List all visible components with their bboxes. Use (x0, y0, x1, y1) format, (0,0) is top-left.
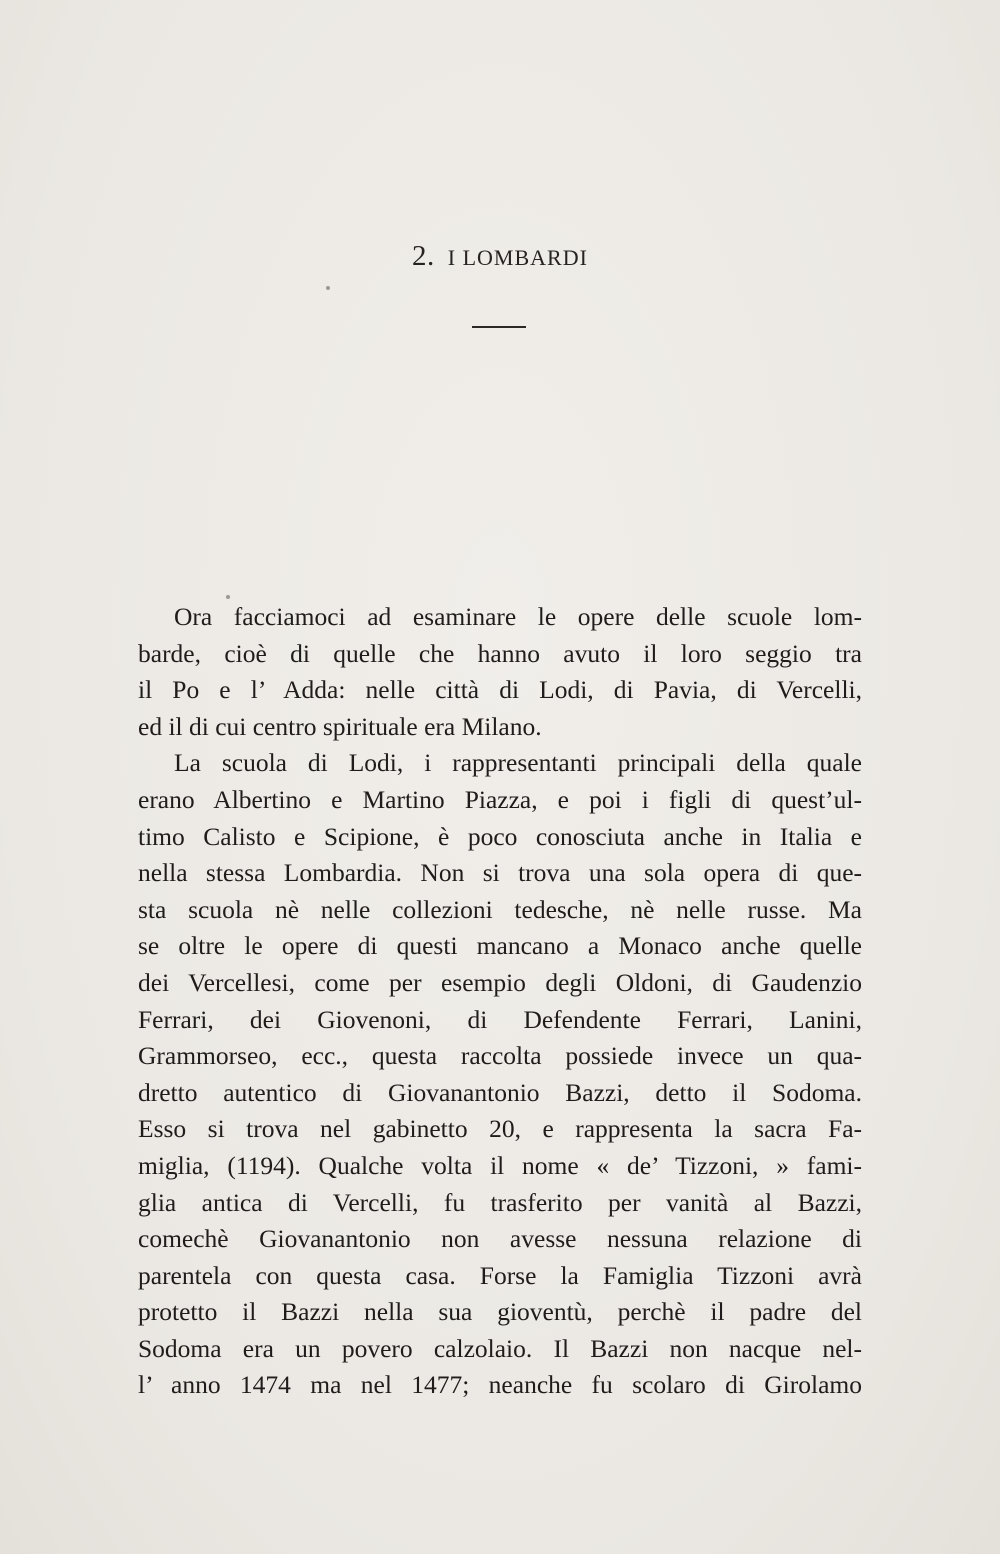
text-line: comechè Giovanantonio non avesse nessuna relazione di (138, 1224, 862, 1254)
paragraph-1 (138, 599, 862, 745)
text-line: dei Vercellesi, come per esempio degli Oldoni, di Gaudenzio (138, 967, 862, 997)
text-line: erano Albertino e Martino Piazza, e poi i figli di quest’ul- (138, 784, 862, 814)
text-line: Sodoma era un povero calzolaio. Il Bazzi non nacque nel- (138, 1333, 862, 1363)
chapter-number: 2. (412, 240, 435, 272)
text-line: ed il di cui centro spirituale era Milano. (138, 711, 542, 741)
chapter-heading (0, 240, 1000, 273)
text-line: Ferrari, dei Giovenoni, di Defendente Ferrari, Lanini, (138, 1004, 862, 1034)
text-line: il Po e l’ Adda: nelle città di Lodi, di Pavia, di Vercelli, (138, 675, 862, 705)
text-line: nella stessa Lombardia. Non si trova una sola opera di que- (138, 858, 862, 888)
text-line: barde, cioè di quelle che hanno avuto il loro seggio tra (138, 638, 862, 668)
chapter-title: I LOMBARDI (447, 245, 588, 270)
text-line: timo Calisto e Scipione, è poco conosciuta anche in Italia e (138, 821, 862, 851)
text-line: l’ anno 1474 ma nel 1477; neanche fu scolaro di Girolamo (138, 1370, 862, 1400)
text-line: Ora facciamoci ad esaminare le opere delle scuole lom- (174, 602, 862, 631)
print-speck (326, 286, 330, 290)
heading-rule (472, 326, 526, 328)
text-line: dretto autentico di Giovanantonio Bazzi, detto il Sodoma. (138, 1077, 862, 1107)
text-line: glia antica di Vercelli, fu trasferito per vanità al Bazzi, (138, 1187, 862, 1217)
text-line: se oltre le opere di questi mancano a Monaco anche quelle (138, 931, 862, 961)
text-line: parentela con questa casa. Forse la Famiglia Tizzoni avrà (138, 1260, 862, 1290)
text-line: miglia, (1194). Qualche volta il nome « de’ Tizzoni, » fami- (138, 1150, 862, 1180)
text-line: La scuola di Lodi, i rappresentanti principali della quale (174, 748, 862, 778)
text-line: sta scuola nè nelle collezioni tedesche, nè nelle russe. Ma (138, 894, 862, 924)
text-line: Grammorseo, ecc., questa raccolta possiede invece un qua- (138, 1041, 862, 1071)
text-line: protetto il Bazzi nella sua gioventù, perchè il padre del (138, 1297, 862, 1327)
paragraph-2 (138, 745, 862, 1404)
body-text (138, 599, 862, 1404)
text-line: Esso si trova nel gabinetto 20, e rappresenta la sacra Fa- (138, 1114, 862, 1144)
